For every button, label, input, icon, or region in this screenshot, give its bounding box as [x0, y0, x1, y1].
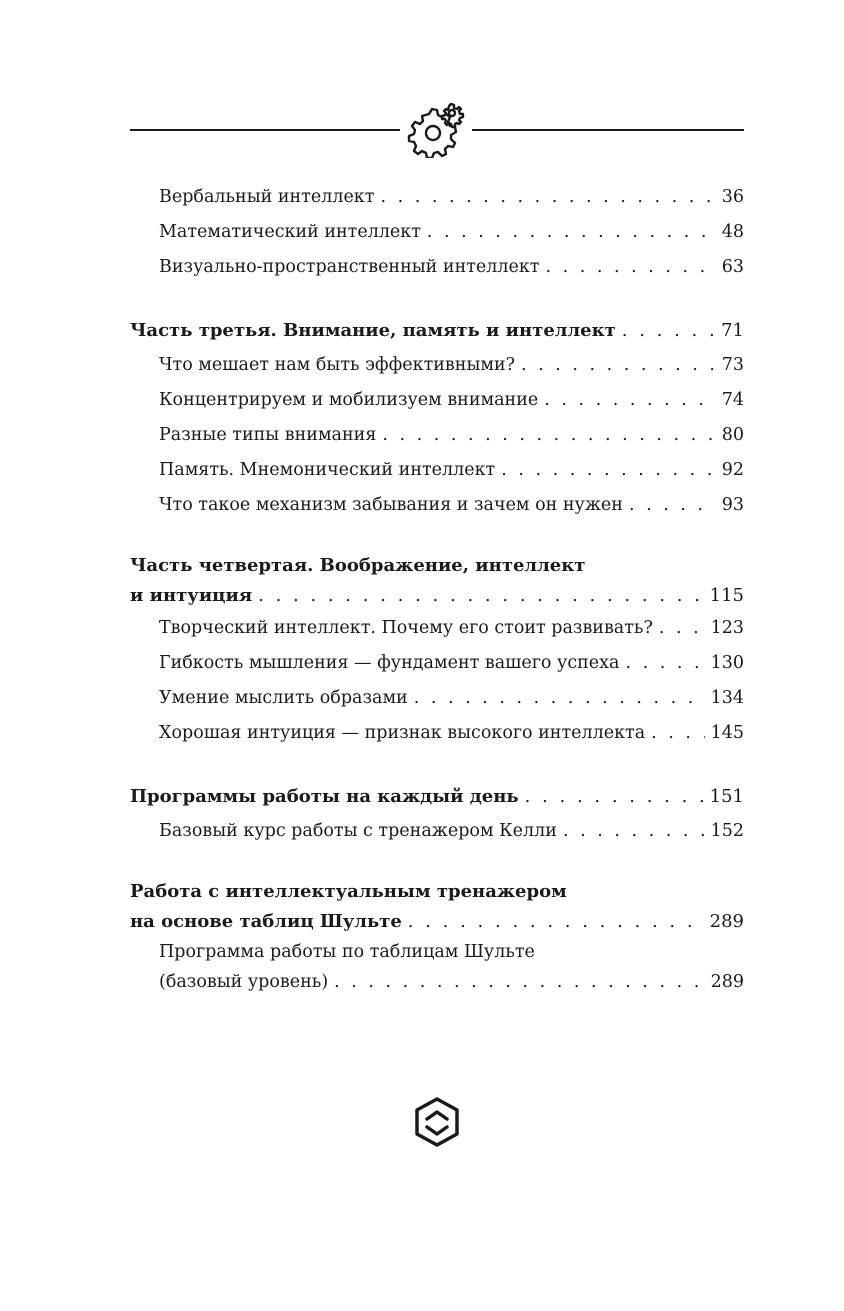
toc-entry-title: Память. Мнемонический интеллект: [159, 460, 496, 480]
dot-leader: [659, 611, 705, 646]
toc-entry-page: 134: [710, 688, 744, 708]
toc-entry-title: Гибкость мышления — фундамент вашего успеха: [159, 653, 620, 673]
toc-part-entry[interactable]: [130, 313, 744, 348]
toc-entry[interactable]: [130, 250, 744, 285]
toc-entry[interactable]: [130, 814, 744, 849]
dot-leader: [427, 215, 716, 250]
dot-leader: [334, 967, 704, 997]
dot-leader: [380, 180, 715, 215]
toc-entry[interactable]: [130, 611, 744, 646]
toc-entry[interactable]: [130, 215, 744, 250]
toc-entry-title: Хорошая интуиция — признак высокого интеллекта: [159, 723, 646, 743]
toc-part-title: и интуиция: [130, 585, 253, 606]
toc-entry-page: 93: [721, 495, 744, 515]
toc-entry-page: 48: [721, 222, 744, 242]
toc-entry-title: Концентрируем и мобилизуем внимание: [159, 390, 539, 410]
toc-part-entry[interactable]: [130, 779, 744, 814]
toc-part-title: Часть третья. Внимание, память и интеллект: [130, 320, 616, 341]
toc-entry-page: 92: [721, 460, 744, 480]
toc-part-title-line[interactable]: Работа с интеллектуальным тренажером: [130, 881, 567, 902]
table-of-contents: [130, 180, 744, 997]
divider-right: [472, 129, 744, 131]
toc-entry-page: 130: [710, 653, 744, 673]
section-gap: [130, 285, 744, 313]
dot-leader: [525, 779, 704, 814]
toc-part-title-line[interactable]: Часть четвертая. Воображение, интеллект: [130, 555, 586, 576]
divider-left: [130, 129, 400, 131]
toc-entry-page: 80: [721, 425, 744, 445]
dot-leader: [544, 383, 715, 418]
toc-entry[interactable]: [130, 453, 744, 488]
toc-entry[interactable]: [130, 348, 744, 383]
toc-entry[interactable]: [130, 383, 744, 418]
toc-entry-title: (базовый уровень): [159, 972, 329, 992]
toc-entry-title: Что такое механизм забывания и зачем он нужен: [159, 495, 623, 515]
toc-entry-page: 36: [721, 187, 744, 207]
dot-leader: [382, 418, 715, 453]
toc-part-page: 151: [709, 786, 744, 807]
toc-entry-title: Разные типы внимания: [159, 425, 377, 445]
toc-entry-page: 73: [721, 355, 744, 375]
toc-entry-page: 289: [710, 972, 744, 992]
toc-part-title: на основе таблиц Шульте: [130, 911, 402, 932]
toc-entry-page: 152: [710, 821, 744, 841]
toc-part-page: 71: [721, 320, 744, 341]
toc-entry-page: 74: [721, 390, 744, 410]
toc-entry[interactable]: [130, 180, 744, 215]
dot-leader: [414, 681, 705, 716]
toc-entry[interactable]: [130, 681, 744, 716]
toc-part-entry[interactable]: [130, 581, 744, 611]
gear-icon: [407, 102, 465, 158]
dot-leader: [501, 453, 715, 488]
toc-part-entry[interactable]: [130, 907, 744, 937]
toc-entry-page: 123: [710, 618, 744, 638]
toc-entry-title: Вербальный интеллект: [159, 187, 375, 207]
toc-entry-title: Базовый курс работы с тренажером Келли: [159, 821, 557, 841]
toc-entry-title: Математический интеллект: [159, 222, 421, 242]
toc-entry-title: Творческий интеллект. Почему его стоит развивать?: [159, 618, 653, 638]
toc-entry-page: 63: [721, 257, 744, 277]
toc-part-title: Программы работы на каждый день: [130, 786, 519, 807]
toc-entry-title: Визуально-пространственный интеллект: [159, 257, 540, 277]
dot-leader: [521, 348, 716, 383]
toc-entry-page: 145: [710, 723, 744, 743]
dot-leader: [258, 581, 704, 611]
dot-leader: [563, 814, 705, 849]
hexagon-chevron-icon: [414, 1097, 460, 1147]
toc-entry[interactable]: [130, 646, 744, 681]
toc-entry-title-line[interactable]: Программа работы по таблицам Шульте: [159, 942, 535, 962]
dot-leader: [625, 646, 704, 681]
dot-leader: [546, 250, 716, 285]
toc-entry[interactable]: [130, 967, 744, 997]
section-gap: [130, 523, 744, 551]
toc-part-page: 115: [709, 585, 744, 606]
section-gap: [130, 751, 744, 779]
section-gap: [130, 849, 744, 877]
dot-leader: [408, 907, 704, 937]
toc-part-page: 289: [709, 911, 744, 932]
dot-leader: [629, 488, 716, 523]
dot-leader: [622, 313, 715, 348]
toc-entry-title: Что мешает нам быть эффективными?: [159, 355, 516, 375]
header-ornament: [130, 100, 744, 160]
toc-entry[interactable]: [130, 418, 744, 453]
toc-entry[interactable]: [130, 716, 744, 751]
toc-entry[interactable]: [130, 488, 744, 523]
dot-leader: [651, 716, 704, 751]
toc-entry-title: Умение мыслить образами: [159, 688, 408, 708]
